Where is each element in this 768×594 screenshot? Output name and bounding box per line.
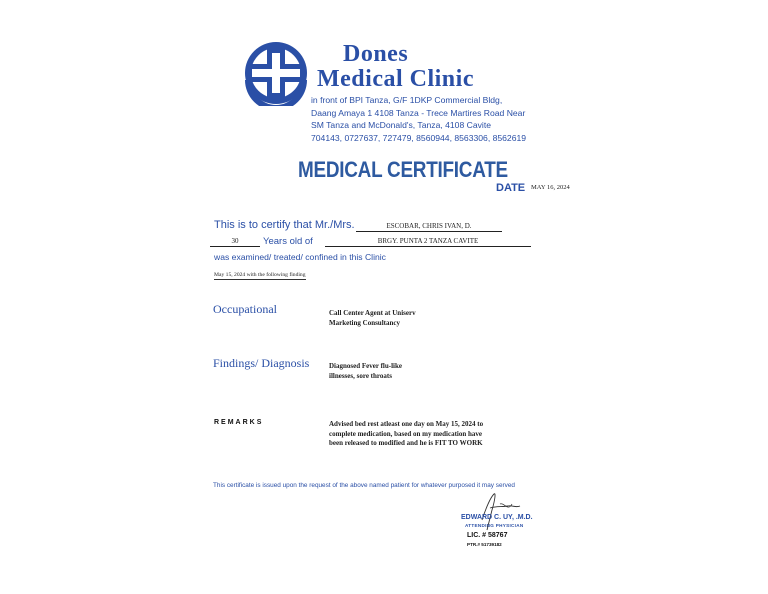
clinic-name-line1: Dones [343, 41, 409, 67]
patient-age: 30 [210, 237, 260, 247]
medical-cross-logo-icon [243, 40, 311, 106]
occupational-line: Marketing Consultancy [329, 318, 400, 327]
diagnosis-line: illnesses, sore throats [329, 371, 392, 380]
date-value: MAY 16, 2024 [531, 184, 570, 191]
ptr-number: PTR.# 51739182 [467, 542, 502, 547]
remarks-line: complete medication, based on my medication have [329, 429, 483, 438]
clinic-name-line2: Medical Clinic [317, 66, 474, 92]
clinic-address [311, 94, 571, 144]
address-line: SM Tanza and McDonald's, Tanza, 4108 Cavite [311, 120, 491, 130]
contact-numbers: 704143, 0727637, 727479, 8560944, 8563306, 8562619 [311, 132, 527, 143]
clinic-name [317, 42, 474, 92]
patient-address: BRGY. PUNTA 2 TANZA CAVITE [325, 237, 531, 247]
remarks-value [329, 420, 529, 449]
address-line: Daang Amaya 1 4108 Tanza - Trece Martires Road Near [311, 107, 526, 118]
years-old-text: Years old of [263, 236, 313, 247]
examined-text: was examined/ treated/ confined in this Clinic [214, 252, 386, 262]
remarks-line: Advised bed rest atleast one day on May 15, 2024 to [329, 420, 484, 428]
request-statement: This certificate is issued upon the request of the above named patient for whatever purposed it may served [213, 482, 515, 489]
certificate-title: MEDICAL CERTIFICATE [298, 157, 508, 182]
remarks-line: been released to modified and he is FIT TO WORK [329, 439, 483, 447]
date-label: DATE [496, 182, 526, 194]
address-line: in front of BPI Tanza, G/F 1DKP Commercial Bldg, [311, 95, 503, 105]
occupational-line: Call Center Agent at Uniserv [329, 309, 416, 317]
physician-title: ATTENDING PHYSICIAN [465, 523, 524, 528]
finding-date-line: May 15, 2024 with the following finding [214, 272, 306, 278]
certify-text: This is to certify that Mr./Mrs. [214, 219, 355, 231]
diagnosis-label: Findings/ Diagnosis [213, 356, 310, 370]
license-number: LIC. # 58767 [467, 532, 508, 539]
occupational-value [329, 309, 469, 328]
diagnosis-line: Diagnosed Fever flu-like [329, 362, 402, 370]
physician-name: EDWARD C. UY, .M.D. [461, 514, 533, 521]
patient-name: ESCOBAR, CHRIS IVAN, D. [356, 222, 502, 232]
occupational-label: Occupational [213, 302, 277, 316]
remarks-label: REMARKS [214, 419, 264, 426]
diagnosis-value [329, 362, 449, 381]
